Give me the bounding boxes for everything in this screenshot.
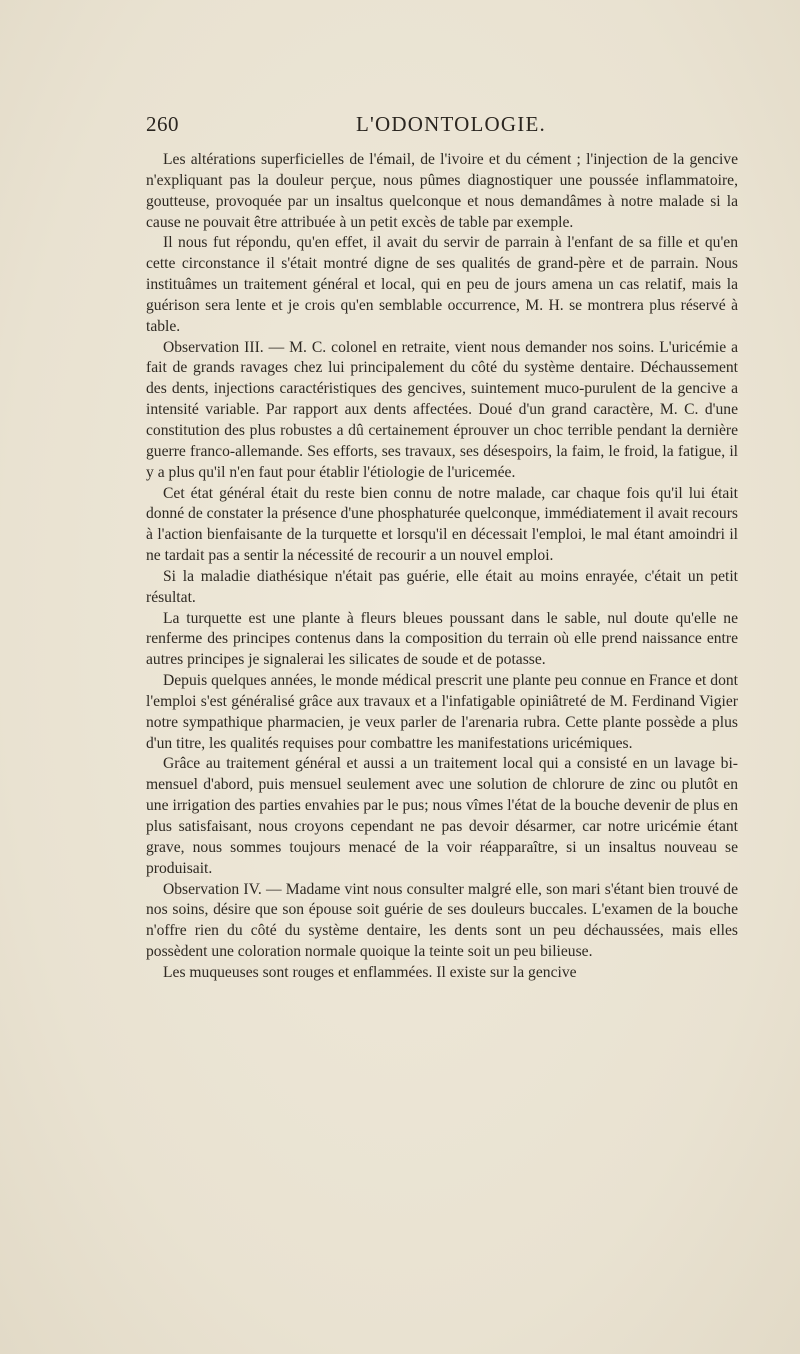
paragraph: Observation IV. — Madame vint nous consulter malgré elle, son mari s'étant bien trouvé de nos soins, désire que son épouse soit guérie de ses douleurs buccales. L'examen de la bouche n'offre rien du côté du système dentaire, les dents sont un peu déchaussées, mais elles possèdent une coloration normale quoique la teinte soit un peu bilieuse.	[146, 880, 738, 961]
paragraph: Grâce au traitement général et aussi a un traitement local qui a consisté en un lavage bi-mensuel d'abord, puis mensuel seulement avec une solution de chlorure de zinc ou plutôt en une irrigation des parties envahies par le pus; nous vîmes l'état de la bouche devenir de plus en plus satisfaisant, nous croyons cependant ne pas devoir désarmer, car notre uricémie étant grave, nous sommes toujours menacé de la voir réapparaître, si un insaltus nouveau se produisait.	[146, 755, 738, 877]
paragraph: Les muqueuses sont rouges et enflammées. Il existe sur la gencive	[163, 963, 577, 981]
paragraph: Si la maladie diathésique n'était pas guérie, elle était au moins enrayée, c'était un petit résultat.	[146, 567, 738, 606]
paragraph: La turquette est une plante à fleurs bleues poussant dans le sable, nul doute qu'elle ne renferme des principes contenus dans la composition du terrain où elle prend naissance entre autres principes je signalerai les silicates de soude et de potasse.	[146, 609, 738, 669]
running-title: L'ODONTOLOGIE.	[356, 112, 546, 136]
page-number: 260	[146, 112, 179, 136]
paragraph: Observation III. — M. C. colonel en retraite, vient nous demander nos soins. L'uricémie a fait de grands ravages chez lui principalement du côté du système dentaire. Déchaussement des dents, injections caractéristiques des gencives, suintement muco-purulent de la gencive a intensité variable. Par rapport aux dents affectées. Doué d'un grand caractère, M. C. d'une constitution des plus robustes a dû certainement éprouver un choc terrible pendant la dernière guerre franco-allemande. Ses efforts, ses travaux, ses désespoirs, la faim, le froid, la fatigue, il y a plus qu'il n'en faut pour établir l'étiologie de l'uricemée.	[146, 338, 738, 481]
paragraph: Cet état général était du reste bien connu de notre malade, car chaque fois qu'il lui était donné de constater la présence d'une phosphaturée quelconque, immédiatement il avait recours à l'action bienfaisante de la turquette et lorsqu'il en décessait l'emploi, le mal étant amoindri il ne tardait pas a sentir la nécessité de recourir a un nouvel emploi.	[146, 484, 738, 565]
paragraph: Les altérations superficielles de l'émail, de l'ivoire et du cément ; l'injection de la gencive n'expliquant pas la douleur perçue, nous pûmes diagnostiquer une poussée inflammatoire, goutteuse, provoquée par un insaltus quelconque et nous demandâmes à notre malade si la cause ne pouvait être attribuée à un petit excès de table par exemple.	[146, 151, 738, 231]
paragraph: Il nous fut répondu, qu'en effet, il avait du servir de parrain à l'enfant de sa fille et qu'en cette circonstance il s'était montré digne de ses qualités de grand-père et de parrain. Nous instituâmes un traitement général et local, qui en peu de jours amena un cas relatif, mais la guérison sera lente et je crois qu'en semblable occurrence, M. H. se montrera plus réservé à table.	[146, 234, 738, 335]
page-header	[146, 112, 738, 142]
paragraph: Depuis quelques années, le monde médical prescrit une plante peu connue en France et dont l'emploi s'est généralisé grâce aux travaux et a l'infatigable opiniâtreté de M. Ferdinand Vigier notre sympathique pharmacien, je veux parler de l'arenaria rubra. Cette plante possède a plus d'un titre, les qualités requises pour combattre les manifestations uricémiques.	[146, 672, 738, 752]
body-text	[146, 150, 738, 984]
